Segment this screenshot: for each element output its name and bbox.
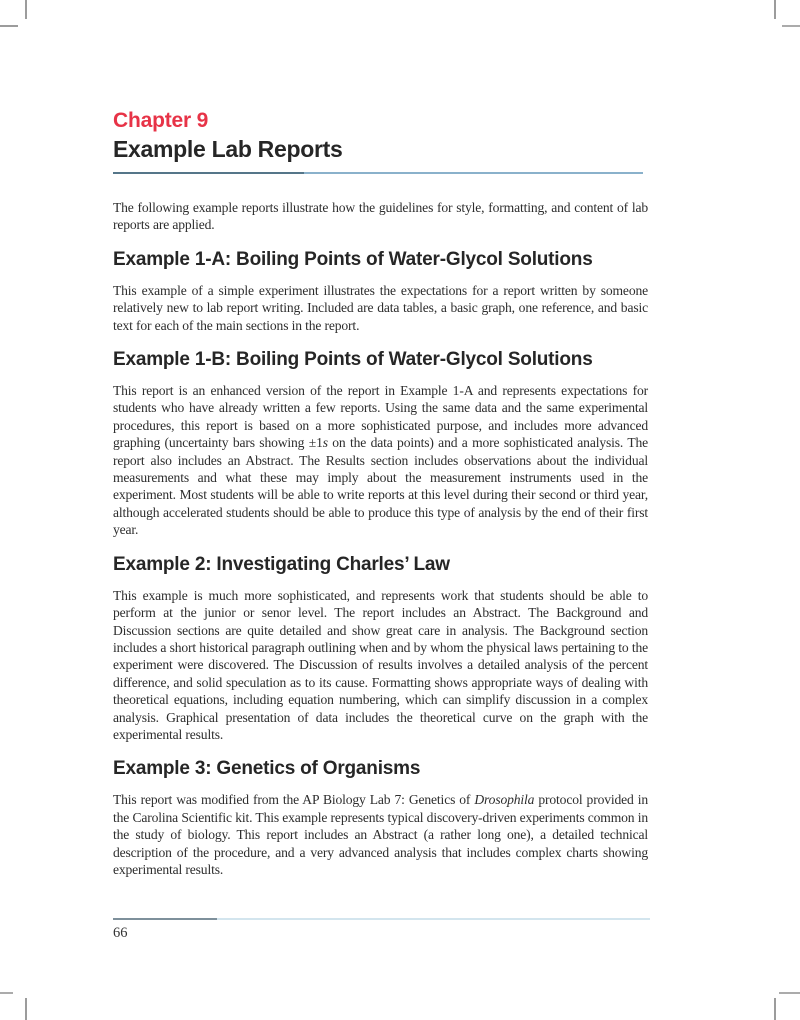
page-footer — [113, 918, 650, 942]
paragraph-text: This example of a simple experiment illustrates the expectations for a report written by someone relatively new to lab report writing. Included are data tables, a basic graph, one reference, and basic text for each of the main sections in the report. — [113, 282, 648, 333]
crop-mark-top-left-horizontal — [0, 25, 18, 27]
italic-term: s — [322, 435, 328, 451]
footer-rule — [113, 918, 650, 920]
paragraph-text: This report was modified from the AP Biology Lab 7: Genetics of — [113, 792, 475, 808]
section-example-2 — [113, 553, 648, 744]
section-paragraph — [113, 282, 648, 334]
title-rule-dark-segment — [113, 172, 304, 174]
section-example-3 — [113, 757, 648, 878]
section-heading: Example 1-A: Boiling Points of Water-Glycol Solutions — [113, 248, 593, 270]
crop-mark-bottom-left-horizontal — [0, 992, 13, 994]
section-heading: Example 3: Genetics of Organisms — [113, 758, 421, 780]
page-number: 66 — [113, 925, 128, 941]
crop-mark-top-left-vertical — [25, 0, 27, 19]
paragraph-text: protocol provided in the Carolina Scientific kit. This example represents typical discovery-driven experiments common in the study of biology. This report includes an Abstract (a rather long one), a detailed technical description of the procedure, and a very advanced analysis that includes complex charts showing experimental results. — [113, 792, 649, 877]
section-paragraph — [113, 587, 648, 744]
chapter-label: Chapter 9 — [113, 109, 209, 132]
section-example-1b — [113, 348, 648, 539]
crop-mark-top-right-horizontal — [782, 25, 800, 27]
section-paragraph — [113, 791, 648, 878]
title-rule — [113, 172, 643, 174]
footer-rule-dark-segment — [113, 918, 217, 920]
section-heading: Example 2: Investigating Charles’ Law — [113, 553, 450, 575]
crop-mark-bottom-left-vertical — [25, 998, 27, 1020]
section-example-1a — [113, 248, 648, 334]
page-content — [113, 0, 648, 878]
paragraph-text: on the data points) and a more sophisticated analysis. The report also includes an Abstract. The Results section includes observations about the individual measurements and what these may imply about the measurement instruments used in the experiment. Most students will be able to write reports at this level during their second or third year, although accelerated students should be able to produce this type of analysis by the end of their first year. — [113, 435, 648, 538]
section-heading: Example 1-B: Boiling Points of Water-Glycol Solutions — [113, 349, 593, 371]
page-title: Example Lab Reports — [113, 136, 343, 162]
section-paragraph — [113, 382, 648, 539]
paragraph-text: This example is much more sophisticated, and represents work that students should be able to perform at the junior or senor level. The report includes an Abstract. The Background and Discussion sections are quite detailed and show great care in analysis. The Background section includes a short historical paragraph outlining when and by whom the physical laws pertaining to the experiment were discovered. The Discussion of results involves a detailed analysis of the percent difference, and solid speculation as to its cause. Formatting shows appropriate ways of dealing with theoretical equations, including equation numbering, which can simplify discussion in a complex analysis. Graphical presentation of data includes the theoretical curve on the graph with the experimental results. — [113, 587, 648, 742]
crop-mark-bottom-right-horizontal — [779, 992, 800, 994]
crop-mark-top-right-vertical — [774, 0, 776, 19]
paragraph-text: This report is an enhanced version of the report in Example 1-A and represents expectations for students who have already written a few reports. Using the same data and the same experimental procedures, this report is based on a more sophisticated purpose, and includes more advanced graphing (uncertainty bars showing ±1 — [113, 383, 648, 451]
italic-term: Drosophila — [474, 792, 535, 808]
intro-paragraph: The following example reports illustrate how the guidelines for style, formatting, and content of lab reports are applied. — [113, 200, 648, 233]
crop-mark-bottom-right-vertical — [774, 998, 776, 1020]
